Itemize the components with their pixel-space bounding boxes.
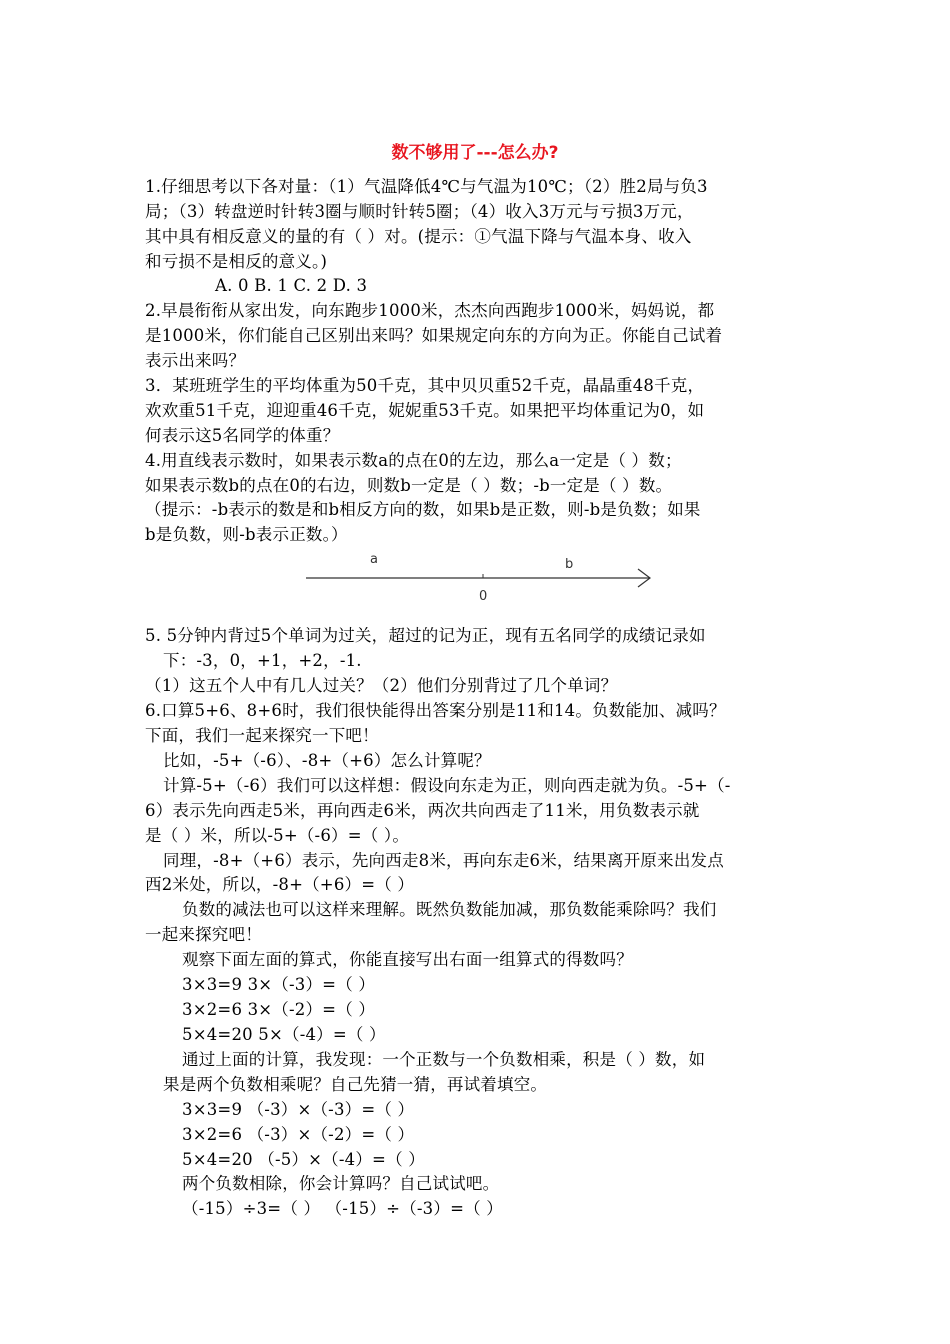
- equation-line: （-15）÷3=（ ） （-15）÷（-3）=（ ）: [182, 1199, 503, 1218]
- equation-line: 5×4=20 （-5）×（-4）=（ ）: [182, 1150, 425, 1169]
- text-line: 欢欢重51千克，迎迎重46千克，妮妮重53千克。如果把平均体重记为0，如: [145, 401, 705, 420]
- text-line: 负数的减法也可以这样来理解。既然负数能加减，那负数能乘除吗？我们: [182, 900, 717, 919]
- text-line: 6）表示先向西走5米，再向西走6米，两次共向西走了11米，用负数表示就: [145, 801, 700, 820]
- text-line: 一起来探究吧！: [145, 925, 262, 944]
- text-line: 1.仔细思考以下各对量：（1）气温降低4℃与气温为10℃；（2）胜2局与负3: [145, 177, 708, 196]
- text-line: 西2米处，所以，-8+（+6）=（ ）: [145, 875, 415, 894]
- text-line: 其中具有相反意义的量的有（ ）对。(提示：①气温下降与气温本身、收入: [145, 227, 692, 246]
- number-line-figure: [300, 545, 660, 605]
- document-title: 数不够用了---怎么办?: [391, 143, 559, 163]
- text-line: 和亏损不是相反的意义。): [145, 252, 328, 271]
- label-b: b: [565, 557, 574, 572]
- text-line: 6.口算5+6、8+6时，我们很快能得出答案分别是11和14。负数能加、减吗？: [145, 701, 726, 720]
- text-line: 下：-3，0，+1，+2，-1.: [163, 651, 362, 670]
- text-line: 3．某班班学生的平均体重为50千克，其中贝贝重52千克，晶晶重48千克，: [145, 376, 705, 395]
- equation-line: 3×3=9 3×（-3）=（ ）: [182, 975, 376, 994]
- equation-line: 3×2=6 （-3）×（-2）=（ ）: [182, 1125, 415, 1144]
- answer-options: A. 0 B. 1 C. 2 D. 3: [215, 276, 368, 295]
- text-line: （提示：-b表示的数是和b相反方向的数，如果b是正数，则-b是负数；如果: [145, 500, 701, 519]
- text-line: 如果表示数b的点在0的右边，则数b一定是（ ）数；-b一定是（ ）数。: [145, 476, 673, 495]
- text-line: 通过上面的计算，我发现：一个正数与一个负数相乘，积是（ ）数，如: [182, 1050, 706, 1069]
- text-line: 是（ ）米，所以-5+（-6）=（ ）。: [145, 826, 410, 845]
- label-zero: 0: [479, 589, 488, 604]
- text-line: 计算-5+（-6）我们可以这样想：假设向东走为正，则向西走就为负。-5+（-: [163, 776, 731, 795]
- label-a: a: [370, 552, 378, 567]
- text-line: 同理，-8+（+6）表示，先向西走8米，再向东走6米，结果离开原来出发点: [163, 851, 724, 870]
- text-line: b是负数，则-b表示正数。）: [145, 525, 348, 544]
- text-line: 两个负数相除，你会计算吗？自己试试吧。: [182, 1174, 500, 1193]
- equation-line: 3×3=9 （-3）×（-3）=（ ）: [182, 1100, 415, 1119]
- text-line: 果是两个负数相乘呢？自己先猜一猜，再试着填空。: [163, 1075, 548, 1094]
- text-line: 局；（3）转盘逆时针转3圈与顺时针转5圈；（4）收入3万元与亏损3万元，: [145, 202, 694, 221]
- equation-line: 5×4=20 5×（-4）=（ ）: [182, 1025, 386, 1044]
- text-line: 下面，我们一起来探究一下吧！: [145, 726, 379, 745]
- text-line: 表示出来吗？: [145, 351, 246, 370]
- text-line: 比如，-5+（-6）、-8+（+6）怎么计算呢？: [163, 751, 491, 770]
- text-line: （1）这五个人中有几人过关？（2）他们分别背过了几个单词？: [145, 676, 618, 695]
- text-line: 2.早晨衔衔从家出发，向东跑步1000米，杰杰向西跑步1000米，妈妈说，都: [145, 301, 715, 320]
- text-line: 观察下面左面的算式，你能直接写出右面一组算式的得数吗？: [182, 950, 633, 969]
- text-line: 是1000米，你们能自己区别出来吗？如果规定向东的方向为正。你能自己试着: [145, 326, 723, 345]
- text-line: 4.用直线表示数时，如果表示数a的点在0的左边，那么a一定是（ ）数；: [145, 451, 682, 470]
- text-line: 何表示这5名同学的体重？: [145, 426, 340, 445]
- text-line: 5. 5分钟内背过5个单词为过关，超过的记为正，现有五名同学的成绩记录如: [145, 626, 706, 645]
- equation-line: 3×2=6 3×（-2）=（ ）: [182, 1000, 376, 1019]
